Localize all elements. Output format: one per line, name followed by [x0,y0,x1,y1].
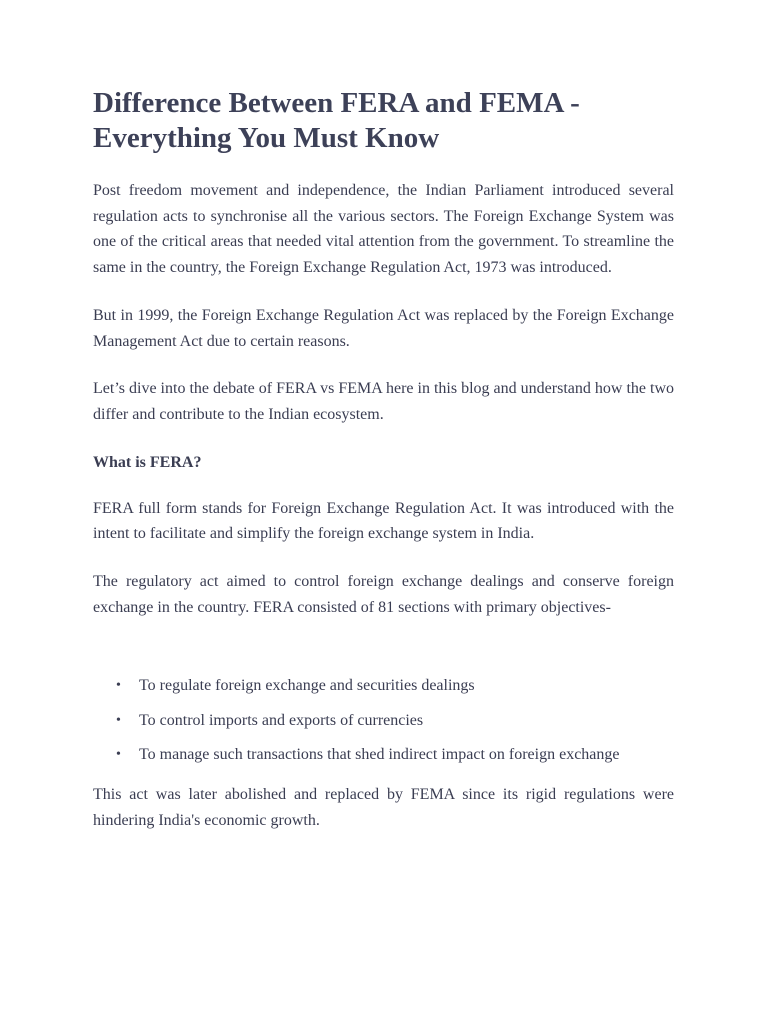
section-paragraph: FERA full form stands for Foreign Exchange Regulation Act. It was introduced with the intent to facilitate and simplify the foreign exchange system in India. [93,499,674,543]
article-title: Difference Between FERA and FEMA - Everything You Must Know [93,87,580,154]
objectives-list [93,673,674,768]
list-item [93,673,674,699]
bullet-icon: • [116,747,121,763]
list-item [93,708,674,734]
section-paragraph: The regulatory act aimed to control foreign exchange dealings and conserve foreign exchange in the country. FERA consisted of 81 sections with primary objectives- [93,573,674,616]
list-item-text: To regulate foreign exchange and securities dealings [139,677,475,695]
bullet-icon: • [116,678,121,694]
intro-paragraph: But in 1999, the Foreign Exchange Regulation Act was replaced by the Foreign Exchange Management Act due to certain reasons. [93,306,674,350]
bullet-icon: • [116,712,121,728]
intro-paragraph: Post freedom movement and independence, the Indian Parliament introduced several regulation acts to synchronise all the various sectors. The Foreign Exchange System was one of the critical areas that needed vital attention from the government. To streamline the same in the country, the Foreign Exchange Regulation Act, 1973 was introduced. [93,182,674,277]
list-item-text: To manage such transactions that shed indirect impact on foreign exchange [139,746,620,764]
section-heading: What is FERA? [93,453,202,471]
list-item [93,742,674,768]
document-page [93,86,674,856]
closing-paragraph: This act was later abolished and replaced by FEMA since its rigid regulations were hindering India's economic growth. [93,786,674,830]
list-item-text: To control imports and exports of currencies [139,711,424,729]
intro-paragraph: Let’s dive into the debate of FERA vs FEMA here in this blog and understand how the two differ and contribute to the Indian ecosystem. [93,380,674,423]
